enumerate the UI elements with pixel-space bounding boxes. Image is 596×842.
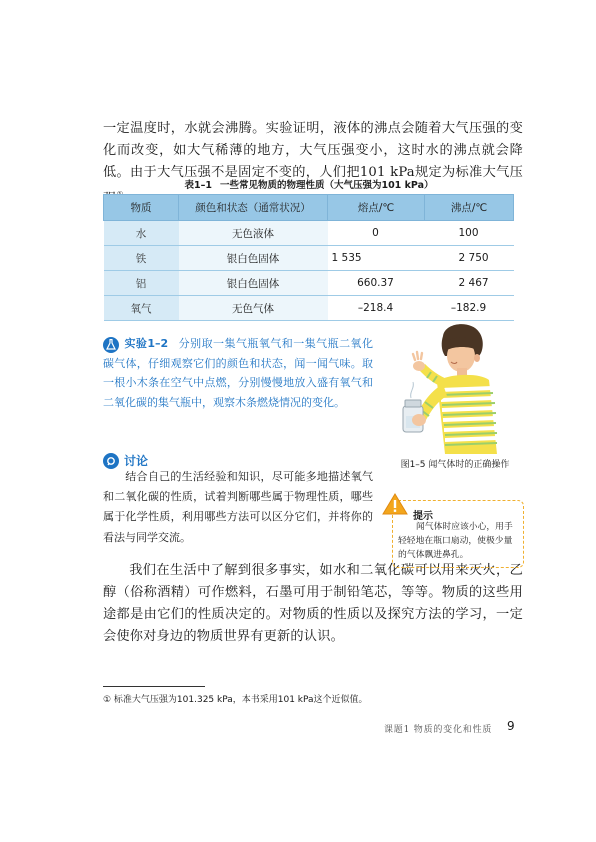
figure-caption: 图1–5 闻气体时的正确操作 xyxy=(400,460,510,470)
table-cell: 铁 xyxy=(104,246,179,271)
page-number: 9 xyxy=(507,719,515,733)
table-cell: 1 535 xyxy=(328,246,425,271)
properties-table xyxy=(103,194,514,321)
table-cell: 无色液体 xyxy=(179,221,328,246)
table-title: 一些常见物质的物理性质（大气压强为101 kPa） xyxy=(219,180,434,191)
uses-text: 我们在生活中了解到很多事实，如水和二氧化碳可以用来灭火，乙醇（俗称酒精）可作燃料，石墨可用于制铅笔芯，等等。物质的这些用途都是由它们的性质决定的。对物质的性质以及探究方法的学习，一定会使你对身边的物质世界有更新的认识。 xyxy=(103,563,523,644)
table-cell: 0 xyxy=(328,221,425,246)
table-cell: –182.9 xyxy=(425,296,514,321)
table-cell: –218.4 xyxy=(328,296,425,321)
experiment-text: 分别取一集气瓶氧气和一集气瓶二氧化碳气体，仔细观察它们的颜色和状态，闻一闻气味。取一根小木条在空气中点燃，分别慢慢地放入盛有氧气和二氧化碳的集气瓶中，观察木条燃烧情况的变化。 xyxy=(103,337,373,409)
table-cell: 2 750 xyxy=(425,246,514,271)
warning-icon xyxy=(382,493,408,515)
experiment-label: 实验1–2 xyxy=(124,337,169,350)
flask-icon xyxy=(103,337,119,353)
tip-paragraph xyxy=(398,520,520,562)
tip-title: 提示 xyxy=(413,511,433,522)
footnote: ① 标准大气压强为101.325 kPa，本书采用101 kPa这个近似值。 xyxy=(103,695,368,705)
table-cell: 2 467 xyxy=(425,271,514,296)
table-number: 表1–1 xyxy=(184,180,212,191)
table-cell: 银白色固体 xyxy=(179,246,328,271)
footnote-divider xyxy=(103,686,205,687)
table-cell: 银白色固体 xyxy=(179,271,328,296)
intro-text: 一定温度时，水就会沸腾。实验证明，液体的沸点会随着大气压强的变化而改变，如大气稀薄的地方，大气压强变小，这时水的沸点就会降低。由于大气压强不是固定不变的，人们把101 kPa规定为标准大气压 xyxy=(103,121,523,180)
header-cell: 熔点/℃ xyxy=(328,195,425,221)
running-head: 课题1 物质的变化和性质 xyxy=(384,725,493,735)
table-cell: 铝 xyxy=(104,271,179,296)
table-row xyxy=(104,271,514,296)
table-row xyxy=(104,246,514,271)
header-cell: 沸点/℃ xyxy=(425,195,514,221)
table-header-row xyxy=(104,195,514,221)
table-cell: 660.37 xyxy=(328,271,425,296)
table-cell: 氧气 xyxy=(104,296,179,321)
discussion-paragraph xyxy=(103,467,373,548)
boy-smelling-gas-illustration xyxy=(385,318,525,454)
table-cell: 水 xyxy=(104,221,179,246)
header-cell: 颜色和状态（通常状况） xyxy=(179,195,328,221)
header-cell: 物质 xyxy=(104,195,179,221)
table-row xyxy=(104,296,514,321)
experiment-paragraph xyxy=(103,334,373,412)
table-row xyxy=(104,221,514,246)
table-caption xyxy=(103,177,523,191)
table-cell: 无色气体 xyxy=(179,296,328,321)
tip-text: 闻气体时应该小心，用手轻轻地在瓶口扇动，使极少量的气体飘进鼻孔。 xyxy=(398,522,513,560)
uses-paragraph xyxy=(103,560,523,648)
discussion-label: 讨论 xyxy=(124,454,149,468)
discussion-text: 结合自己的生活经验和知识，尽可能多地描述氧气和二氧化碳的性质，试着判断哪些属于物理性质，哪些属于化学性质，利用哪些方法可以区分它们，并将你的看法与同学交流。 xyxy=(103,470,373,544)
table-cell: 100 xyxy=(425,221,514,246)
